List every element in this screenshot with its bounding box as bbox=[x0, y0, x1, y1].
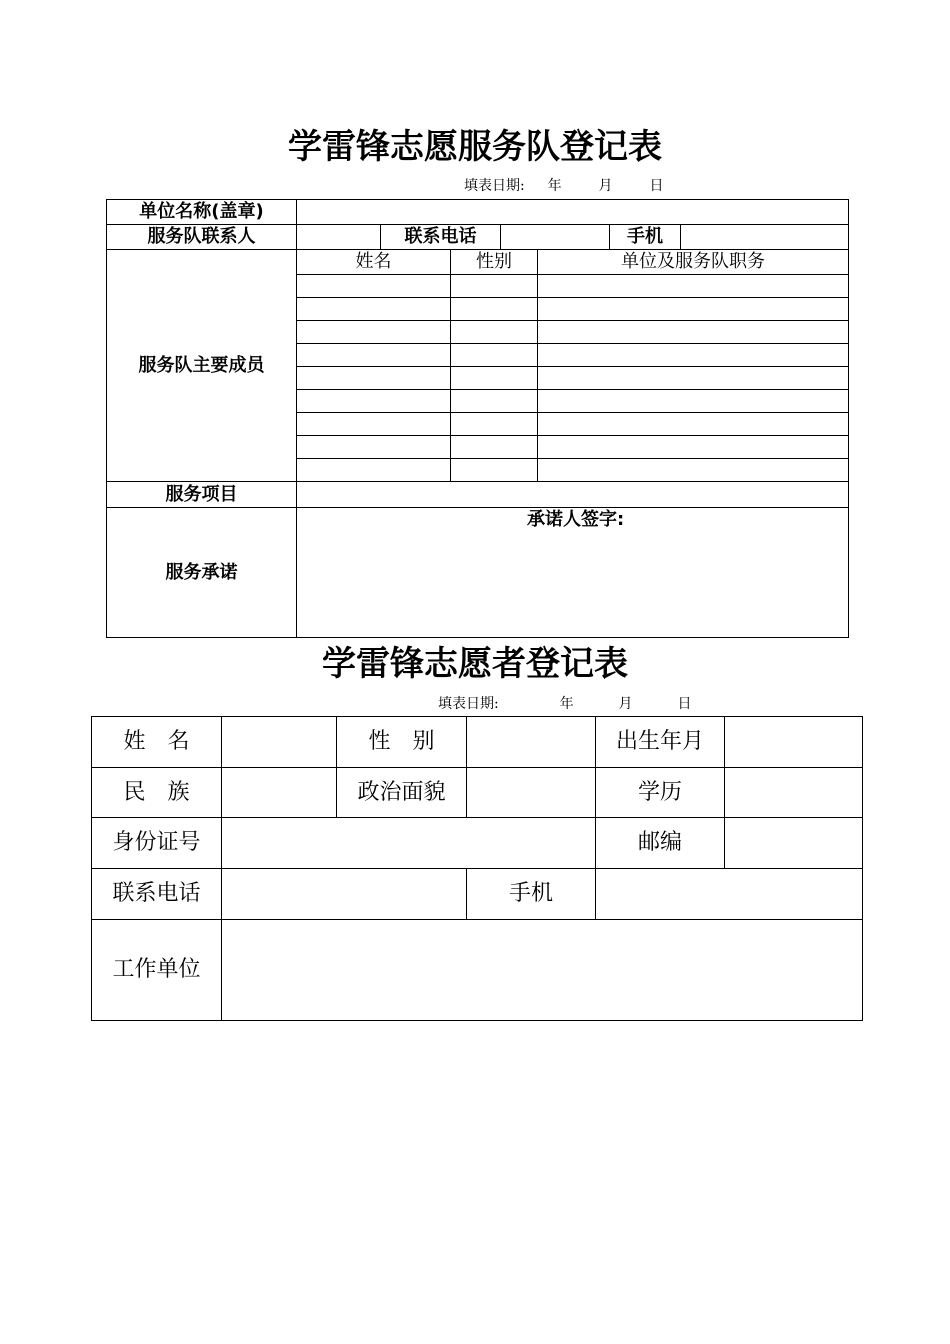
member-position-cell[interactable] bbox=[538, 459, 849, 482]
member-position-cell[interactable] bbox=[538, 390, 849, 413]
member-name-cell[interactable] bbox=[297, 298, 451, 321]
member-name-cell[interactable] bbox=[297, 344, 451, 367]
member-name-cell[interactable] bbox=[297, 413, 451, 436]
member-name-cell[interactable] bbox=[297, 321, 451, 344]
member-position-cell[interactable] bbox=[538, 436, 849, 459]
political-label: 政治面貌 bbox=[337, 768, 467, 818]
contact-phone-field[interactable] bbox=[501, 225, 610, 250]
id-label: 身份证号 bbox=[92, 818, 222, 869]
form2-table bbox=[91, 716, 863, 1021]
unit-name-field[interactable] bbox=[297, 200, 849, 225]
ethnicity-field[interactable] bbox=[222, 768, 337, 818]
birth-field[interactable] bbox=[725, 717, 863, 768]
member-name-cell[interactable] bbox=[297, 459, 451, 482]
member-gender-cell[interactable] bbox=[451, 344, 538, 367]
form1-date-month: 月 bbox=[598, 178, 613, 194]
contact-person-field[interactable] bbox=[297, 225, 381, 250]
member-name-cell[interactable] bbox=[297, 275, 451, 298]
member-gender-cell[interactable] bbox=[451, 459, 538, 482]
member-position-cell[interactable] bbox=[538, 367, 849, 390]
education-label: 学历 bbox=[596, 768, 725, 818]
form2-date-year: 年 bbox=[559, 696, 574, 712]
form2-date-label: 填表日期: bbox=[438, 696, 499, 712]
gender-field[interactable] bbox=[467, 717, 596, 768]
service-promise-label: 服务承诺 bbox=[107, 508, 297, 638]
service-items-label: 服务项目 bbox=[107, 482, 297, 508]
member-gender-cell[interactable] bbox=[451, 298, 538, 321]
member-gender-cell[interactable] bbox=[451, 367, 538, 390]
member-gender-cell[interactable] bbox=[451, 321, 538, 344]
name-field[interactable] bbox=[222, 717, 337, 768]
members-col-gender: 性别 bbox=[451, 250, 538, 275]
phone-label: 联系电话 bbox=[92, 869, 222, 920]
member-gender-cell[interactable] bbox=[451, 436, 538, 459]
name-label: 姓 名 bbox=[92, 717, 222, 768]
member-position-cell[interactable] bbox=[538, 344, 849, 367]
mobile2-label: 手机 bbox=[467, 869, 596, 920]
workplace-label: 工作单位 bbox=[92, 920, 222, 1021]
ethnicity-label: 民 族 bbox=[92, 768, 222, 818]
member-name-cell[interactable] bbox=[297, 367, 451, 390]
member-position-cell[interactable] bbox=[538, 298, 849, 321]
contact-person-label: 服务队联系人 bbox=[107, 225, 297, 250]
service-promise-field[interactable] bbox=[297, 508, 849, 638]
contact-phone-label: 联系电话 bbox=[381, 225, 501, 250]
member-position-cell[interactable] bbox=[538, 321, 849, 344]
mobile-label: 手机 bbox=[610, 225, 681, 250]
education-field[interactable] bbox=[725, 768, 863, 818]
member-position-cell[interactable] bbox=[538, 275, 849, 298]
member-name-cell[interactable] bbox=[297, 436, 451, 459]
members-label: 服务队主要成员 bbox=[107, 250, 297, 482]
political-field[interactable] bbox=[467, 768, 596, 818]
member-gender-cell[interactable] bbox=[451, 413, 538, 436]
form2-date-month: 月 bbox=[618, 696, 633, 712]
workplace-field[interactable] bbox=[222, 920, 863, 1021]
member-position-cell[interactable] bbox=[538, 413, 849, 436]
form1-date-line bbox=[464, 177, 663, 195]
form2-date-line bbox=[438, 695, 691, 713]
id-field[interactable] bbox=[222, 818, 596, 869]
form1-date-year: 年 bbox=[547, 178, 562, 194]
service-items-field[interactable] bbox=[297, 482, 849, 508]
phone-field[interactable] bbox=[222, 869, 467, 920]
members-col-name: 姓名 bbox=[297, 250, 451, 275]
postcode-label: 邮编 bbox=[596, 818, 725, 869]
member-gender-cell[interactable] bbox=[451, 390, 538, 413]
member-name-cell[interactable] bbox=[297, 390, 451, 413]
postcode-field[interactable] bbox=[725, 818, 863, 869]
gender-label: 性 别 bbox=[337, 717, 467, 768]
form2-date-day: 日 bbox=[677, 696, 692, 712]
form2-title: 学雷锋志愿者登记表 bbox=[322, 644, 628, 684]
signature-label: 承诺人签字: bbox=[527, 509, 625, 530]
mobile-field[interactable] bbox=[681, 225, 849, 250]
member-gender-cell[interactable] bbox=[451, 275, 538, 298]
form1-date-day: 日 bbox=[649, 178, 664, 194]
birth-label: 出生年月 bbox=[596, 717, 725, 768]
mobile2-field[interactable] bbox=[596, 869, 863, 920]
unit-name-label: 单位名称(盖章) bbox=[107, 200, 297, 225]
form1-date-label: 填表日期: bbox=[464, 178, 525, 194]
form1-title: 学雷锋志愿服务队登记表 bbox=[288, 127, 662, 167]
members-col-position: 单位及服务队职务 bbox=[538, 250, 849, 275]
form1-table bbox=[106, 199, 849, 638]
